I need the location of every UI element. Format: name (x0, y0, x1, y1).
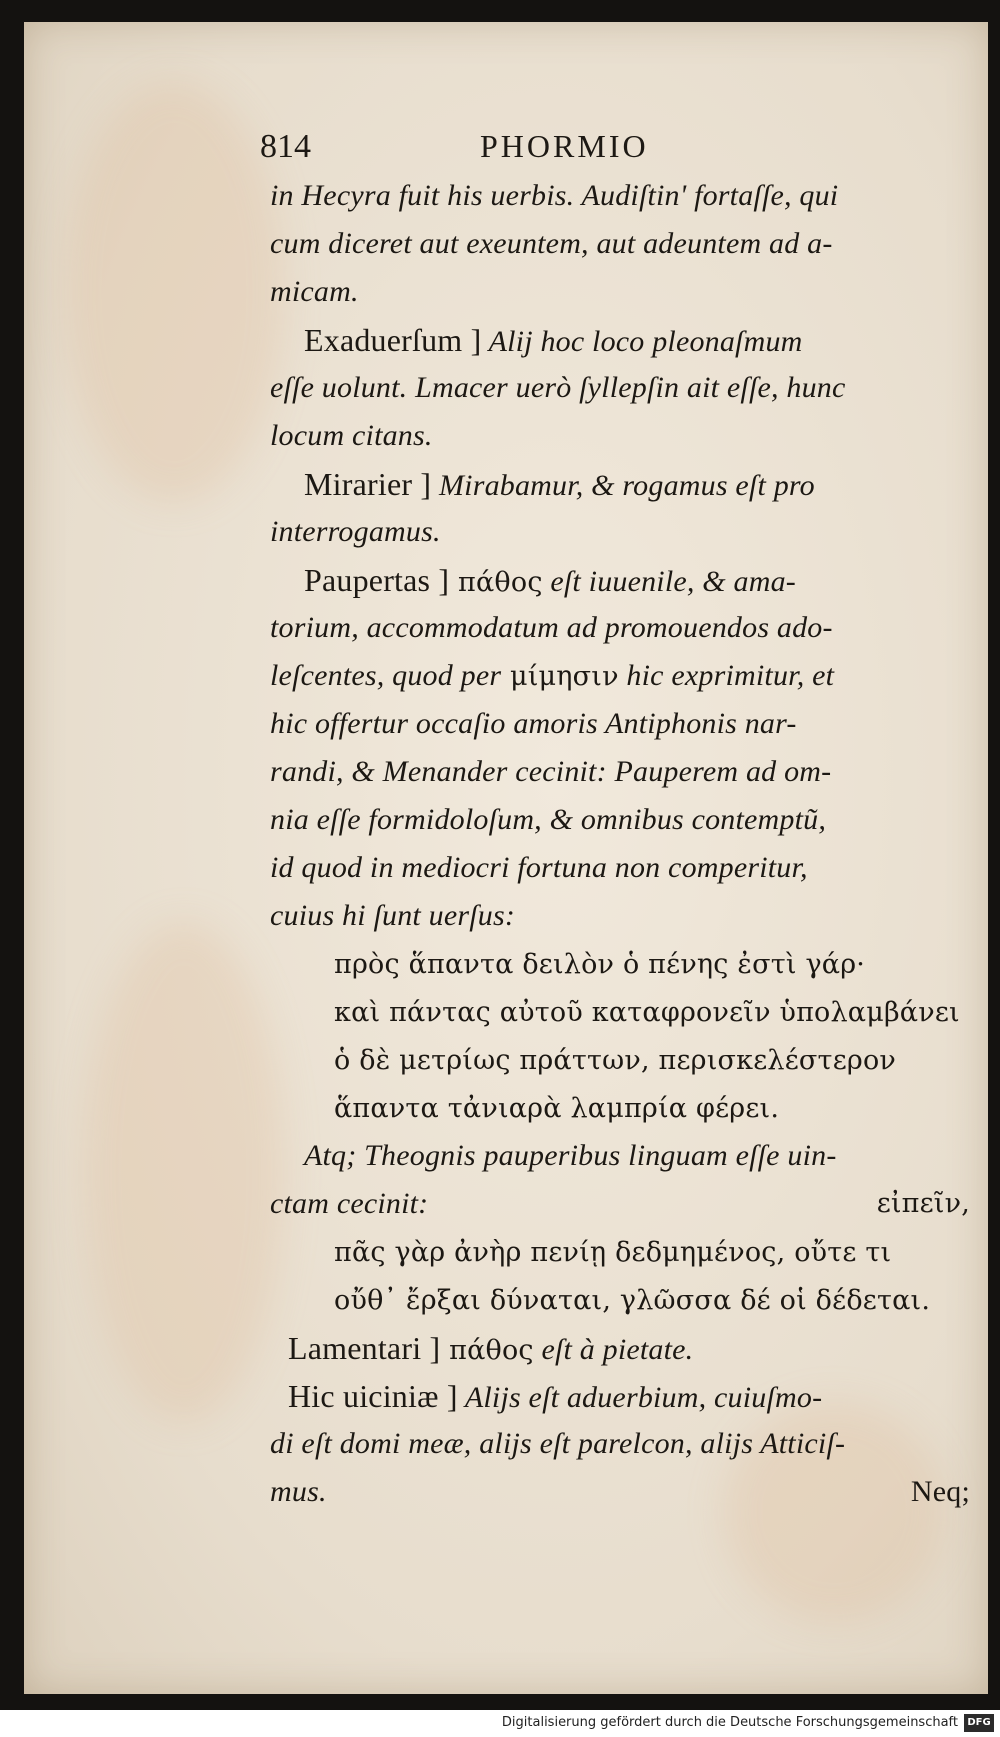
greek-phrase: ἅπαντα τἀνιαρὰ λαμπρία φέρει. (334, 1093, 780, 1124)
line-text: eſt iuuenile, & ama- (542, 565, 796, 598)
lemma: Hic uiciniæ ] (288, 1378, 458, 1414)
text-line (270, 940, 970, 988)
line-text: mus. (270, 1475, 327, 1508)
line-text: torium, accommodatum ad promouendos ado- (270, 611, 833, 644)
page-header (260, 128, 760, 168)
line-text: leſcentes, quod per (270, 659, 502, 692)
line-text: Alijs eſt aduerbium, cuiuſmo- (457, 1381, 823, 1414)
text-line (270, 556, 970, 604)
line-text: id quod in mediocri fortuna non comperitur, (270, 851, 808, 884)
line-text: in Hecyra fuit his uerbis. Audiſtin' fortaſſe, qui (270, 179, 839, 212)
line-text: randi, & Menander cecinit: Pauperem ad om- (270, 755, 832, 788)
text-line (270, 460, 970, 508)
text-line (270, 1132, 970, 1180)
text-line (270, 988, 970, 1036)
greek-phrase: καὶ πάντας αὐτοῦ καταφρονεῖν ὑπολαμβάνει (334, 997, 960, 1028)
line-text: di eſt domi meæ, alijs eſt parelcon, alijs Atticiſ- (270, 1427, 846, 1460)
text-line (270, 268, 970, 316)
line-text: Alij hoc loco pleonaſmum (481, 325, 803, 358)
line-text: hic exprimitur, et (618, 659, 835, 692)
lemma: Mirarier ] (304, 466, 432, 502)
greek-phrase: μίμησιν (501, 661, 619, 692)
greek-phrase: πρὸς ἅπαντα δειλὸν ὁ πένης ἐστὶ γάρ· (334, 949, 866, 980)
line-text: eſſe uolunt. Lmacer uerò ſyllepſin ait eſſe, hunc (270, 371, 846, 404)
running-title: PHORMIO (480, 128, 649, 164)
line-text: locum citans. (270, 419, 433, 452)
text-line (270, 748, 970, 796)
line-text: cuius hi ſunt uerſus: (270, 899, 516, 932)
line-text: Atq; Theognis pauperibus linguam eſſe uin- (304, 1139, 837, 1172)
greek-phrase: οὔθ᾽ ἔρξαι δύναται, γλῶσσα δέ οἱ δέδεται. (334, 1285, 931, 1316)
text-line (270, 1036, 970, 1084)
text-line (270, 508, 970, 556)
text-line (270, 700, 970, 748)
text-line (270, 1324, 970, 1372)
greek-phrase: πάθος (449, 567, 543, 598)
lemma: Exaduerſum ] (304, 322, 482, 358)
text-line (270, 316, 970, 364)
paper-stain (84, 922, 284, 1422)
text-line (270, 652, 970, 700)
line-text: Mirabamur, & rogamus eſt pro (431, 469, 815, 502)
line-text: ctam cecinit: (270, 1187, 429, 1220)
text-line (270, 1372, 970, 1420)
text-line (270, 1180, 970, 1228)
text-line (270, 1276, 970, 1324)
page-number: 814 (260, 128, 311, 165)
text-line (270, 1468, 970, 1516)
digitization-footer (0, 1710, 1000, 1737)
line-text: interrogamus. (270, 515, 441, 548)
dfg-logo-icon: DFG (964, 1714, 994, 1732)
catchword: Neq; (910, 1475, 970, 1508)
text-line (270, 172, 970, 220)
text-line (270, 892, 970, 940)
line-text: cum diceret aut exeuntem, aut adeuntem ad a- (270, 227, 833, 260)
text-line (270, 604, 970, 652)
line-text: nia eſſe formidoloſum, & omnibus contemptũ, (270, 803, 827, 836)
text-line (270, 220, 970, 268)
greek-phrase: ὁ δὲ μετρίως πράττων, περισκελέστερον (334, 1045, 897, 1076)
text-line (270, 1228, 970, 1276)
lemma: Paupertas ] (304, 562, 450, 598)
funding-credit: Digitalisierung gefördert durch die Deutsche Forschungsgemeinschaft (501, 1715, 958, 1730)
line-text: eſt à pietate. (533, 1333, 694, 1366)
greek-phrase: πᾶς γὰρ ἀνὴρ πενίῃ δεδμημένος, οὔτε τι (334, 1237, 892, 1268)
commentary-text (270, 172, 970, 1516)
lemma: Lamentari ] (288, 1330, 441, 1366)
text-line (270, 364, 970, 412)
greek-phrase: εἰπεῖν, (876, 1188, 970, 1219)
greek-phrase: πάθος (440, 1335, 534, 1366)
text-line (270, 412, 970, 460)
text-line (270, 844, 970, 892)
paper-stain (64, 82, 284, 502)
text-line (270, 796, 970, 844)
line-text: hic offertur occaſio amoris Antiphonis nar- (270, 707, 797, 740)
line-text: micam. (270, 275, 359, 308)
text-line (270, 1420, 970, 1468)
text-line (270, 1084, 970, 1132)
